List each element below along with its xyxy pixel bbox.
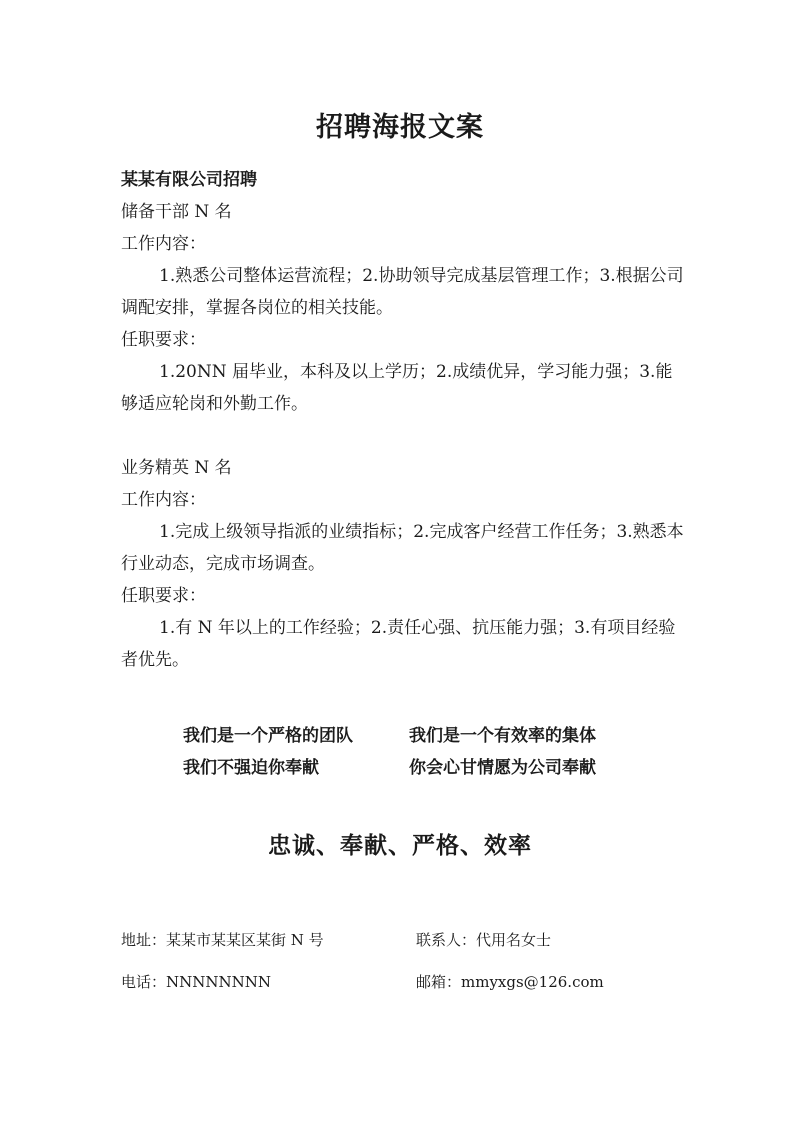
slogan-text: 我们不强迫你奉献 [183,758,319,778]
slogan-text: 我们是一个严格的团队 [183,726,353,746]
document-title: 招聘海报文案 [316,112,484,143]
duties-label: 工作内容： [121,490,206,510]
duties-text: 1.完成上级领导指派的业绩指标；2.完成客户经营工作任务；3.熟悉本行业动态，完成市场调查。 [121,522,684,574]
requirements-label: 任职要求： [121,586,206,606]
document-body [121,164,685,676]
address-text: 地址：某某市某某区某街 N 号 [121,931,324,949]
contact-row [121,928,681,952]
position-heading: 储备干部 N 名 [121,202,232,222]
position-heading: 业务精英 N 名 [121,458,232,478]
slogan-row [183,752,663,784]
contact-person-text: 联系人：代用名女士 [416,931,552,949]
phone-text: 电话：NNNNNNNN [121,973,272,991]
slogan-text: 你会心甘情愿为公司奉献 [409,758,596,778]
email-text: 邮箱：mmyxgs@126.com [416,973,604,991]
duties-label: 工作内容： [121,234,206,254]
slogan-text: 我们是一个有效率的集体 [409,726,596,746]
contact-row [121,970,681,994]
company-line: 某某有限公司招聘 [121,170,257,190]
requirements-text: 1.有 N 年以上的工作经验；2.责任心强、抗压能力强；3.有项目经验者优先。 [121,618,676,670]
requirements-text: 1.20NN 届毕业，本科及以上学历；2.成绩优异，学习能力强；3.能够适应轮岗和外勤工作。 [121,362,673,414]
slogan-row [183,720,663,752]
company-motto: 忠诚、奉献、严格、效率 [268,832,532,859]
requirements-label: 任职要求： [121,330,206,350]
duties-text: 1.熟悉公司整体运营流程；2.协助领导完成基层管理工作；3.根据公司调配安排，掌握各岗位的相关技能。 [121,266,684,318]
slogan-block [183,720,663,784]
paragraph-gap [121,420,685,452]
